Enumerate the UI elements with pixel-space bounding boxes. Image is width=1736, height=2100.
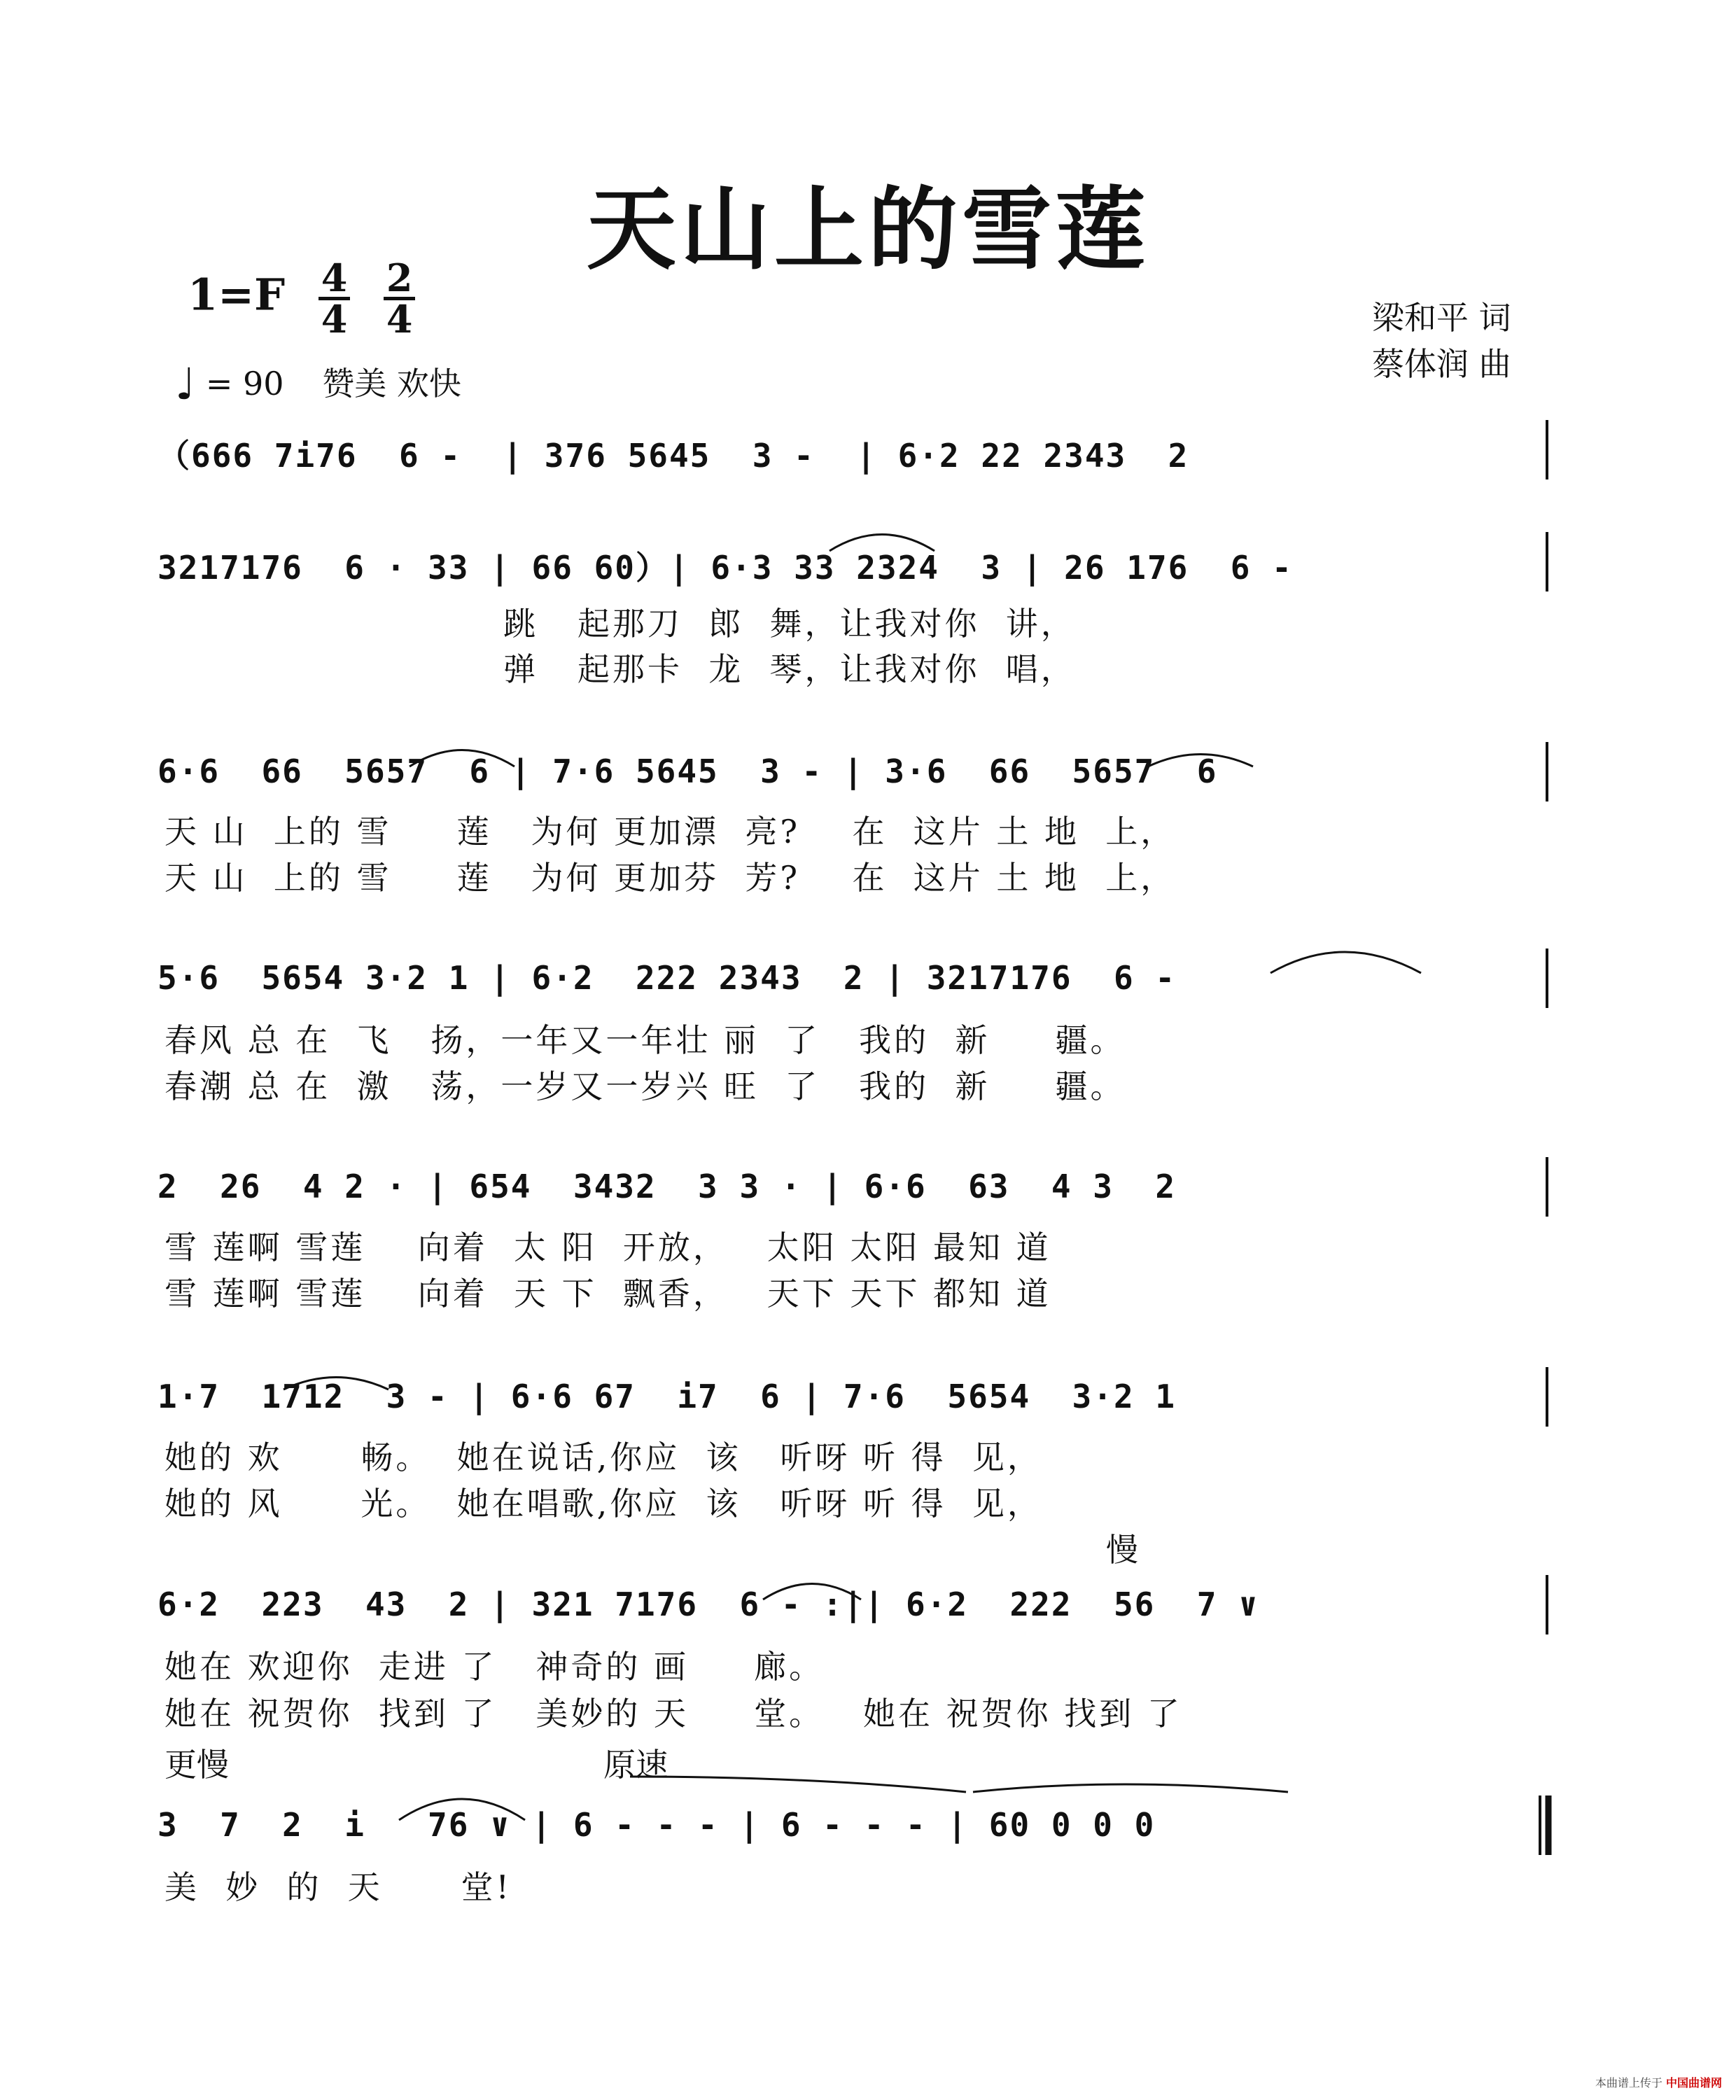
tie-mark: [973, 1784, 1288, 1792]
time-sig-1-top: 4: [318, 259, 351, 300]
watermark-site: 中国曲谱网: [1665, 2076, 1722, 2090]
time-sig-2-bottom: 4: [386, 297, 413, 342]
slur-mark: [1270, 952, 1421, 973]
lyric-line-4a: 春风 总 在 飞 扬，一年又一年壮 丽 了 我的 新 疆。: [164, 1021, 1126, 1059]
notation-row-3: 6·6 66 5657 6 | 7·6 5645 3 - | 3·6 66 5657 6: [158, 752, 1218, 790]
slur-mark: [284, 1378, 388, 1390]
lyric-line-7a: 她在 欢迎你 走进 了 神奇的 画 廊。: [164, 1648, 825, 1686]
slur-mark: [1148, 755, 1253, 767]
lyric-line-5a: 雪 莲啊 雪莲 向着 太 阳 开放， 太阳 太阳 最知 道: [164, 1228, 1051, 1266]
time-sig-1-bottom: 4: [321, 297, 348, 342]
lyric-line-3b: 天 山 上的 雪 莲 为何 更加芬 芳? 在 这片 土 地 上，: [164, 859, 1176, 897]
notation-row-4: 5·6 5654 3·2 1 | 6·2 222 2343 2 | 3217176 6 -: [158, 959, 1177, 997]
slur-mark: [399, 1799, 525, 1820]
lyric-line-3a: 天 山 上的 雪 莲 为何 更加漂 亮? 在 这片 土 地 上，: [164, 813, 1176, 850]
composer-credit: 蔡体润 曲: [1372, 345, 1511, 383]
lyric-line-7b: 她在 祝贺你 找到 了 美妙的 天 堂。 她在 祝贺你 找到 了: [164, 1695, 1182, 1732]
quarter-note-icon: ♩: [175, 358, 196, 410]
lyric-line-2b: 弹 起那卡 龙 琴，让我对你 唱，: [164, 650, 1076, 688]
tie-mark: [630, 1777, 966, 1792]
slur-mark: [410, 750, 514, 767]
notation-row-5: 2 26 4 2 · | 654 3432 3 3 · | 6·6 63 4 3 2: [158, 1168, 1177, 1205]
tempo-value: = 90: [205, 365, 284, 402]
slower-annotation: 更慢: [164, 1746, 229, 1784]
tempo-expression: 赞美 欢快: [322, 365, 461, 402]
lyric-line-8a: 美 妙 的 天 堂!: [164, 1868, 512, 1906]
notation-row-7: 6·2 223 43 2 | 321 7176 6 - :|| 6·2 222 56 7 ∨: [158, 1586, 1259, 1623]
lyric-line-6a: 她的 欢 畅。 她在说话,你应 该 听呀 听 得 见，: [164, 1438, 1042, 1476]
lyric-line-2a: 跳 起那刀 郎 舞，让我对你 讲，: [164, 605, 1076, 643]
notation-row-6: 1·7 1712 3 - | 6·6 67 i7 6 | 7·6 5654 3·2 1: [158, 1378, 1177, 1415]
slow-annotation: 慢: [1106, 1531, 1138, 1569]
lyricist-credit: 梁和平 词: [1372, 299, 1511, 337]
song-title: 天山上的雪莲: [586, 177, 1149, 282]
a-tempo-annotation: 原速: [603, 1746, 668, 1784]
notation-row-2: 3217176 6 · 33 | 66 60）| 6·3 33 2324 3 | 26 176 6 -: [158, 549, 1293, 587]
watermark-prefix: 本曲谱上传于: [1595, 2076, 1662, 2090]
slur-mark: [763, 1584, 861, 1600]
lyric-line-6b: 她的 风 光。 她在唱歌,你应 该 听呀 听 得 见，: [164, 1485, 1042, 1522]
notation-row-8: 3 7 2 i 76 ∨ | 6 - - - | 6 - - - | 60 0 0 0: [158, 1806, 1156, 1844]
lyric-line-5b: 雪 莲啊 雪莲 向着 天 下 飘香， 天下 天下 都知 道: [164, 1275, 1051, 1312]
lyric-line-4b: 春潮 总 在 激 荡，一岁又一岁兴 旺 了 我的 新 疆。: [164, 1068, 1126, 1105]
site-watermark: [1595, 2074, 1722, 2090]
slur-mark: [830, 535, 934, 552]
key-label: 1=F: [188, 269, 286, 321]
notation-row-1: （666 7i76 6 - | 376 5645 3 - | 6·2 22 2343 2: [158, 437, 1189, 475]
time-sig-2-top: 2: [384, 259, 416, 300]
